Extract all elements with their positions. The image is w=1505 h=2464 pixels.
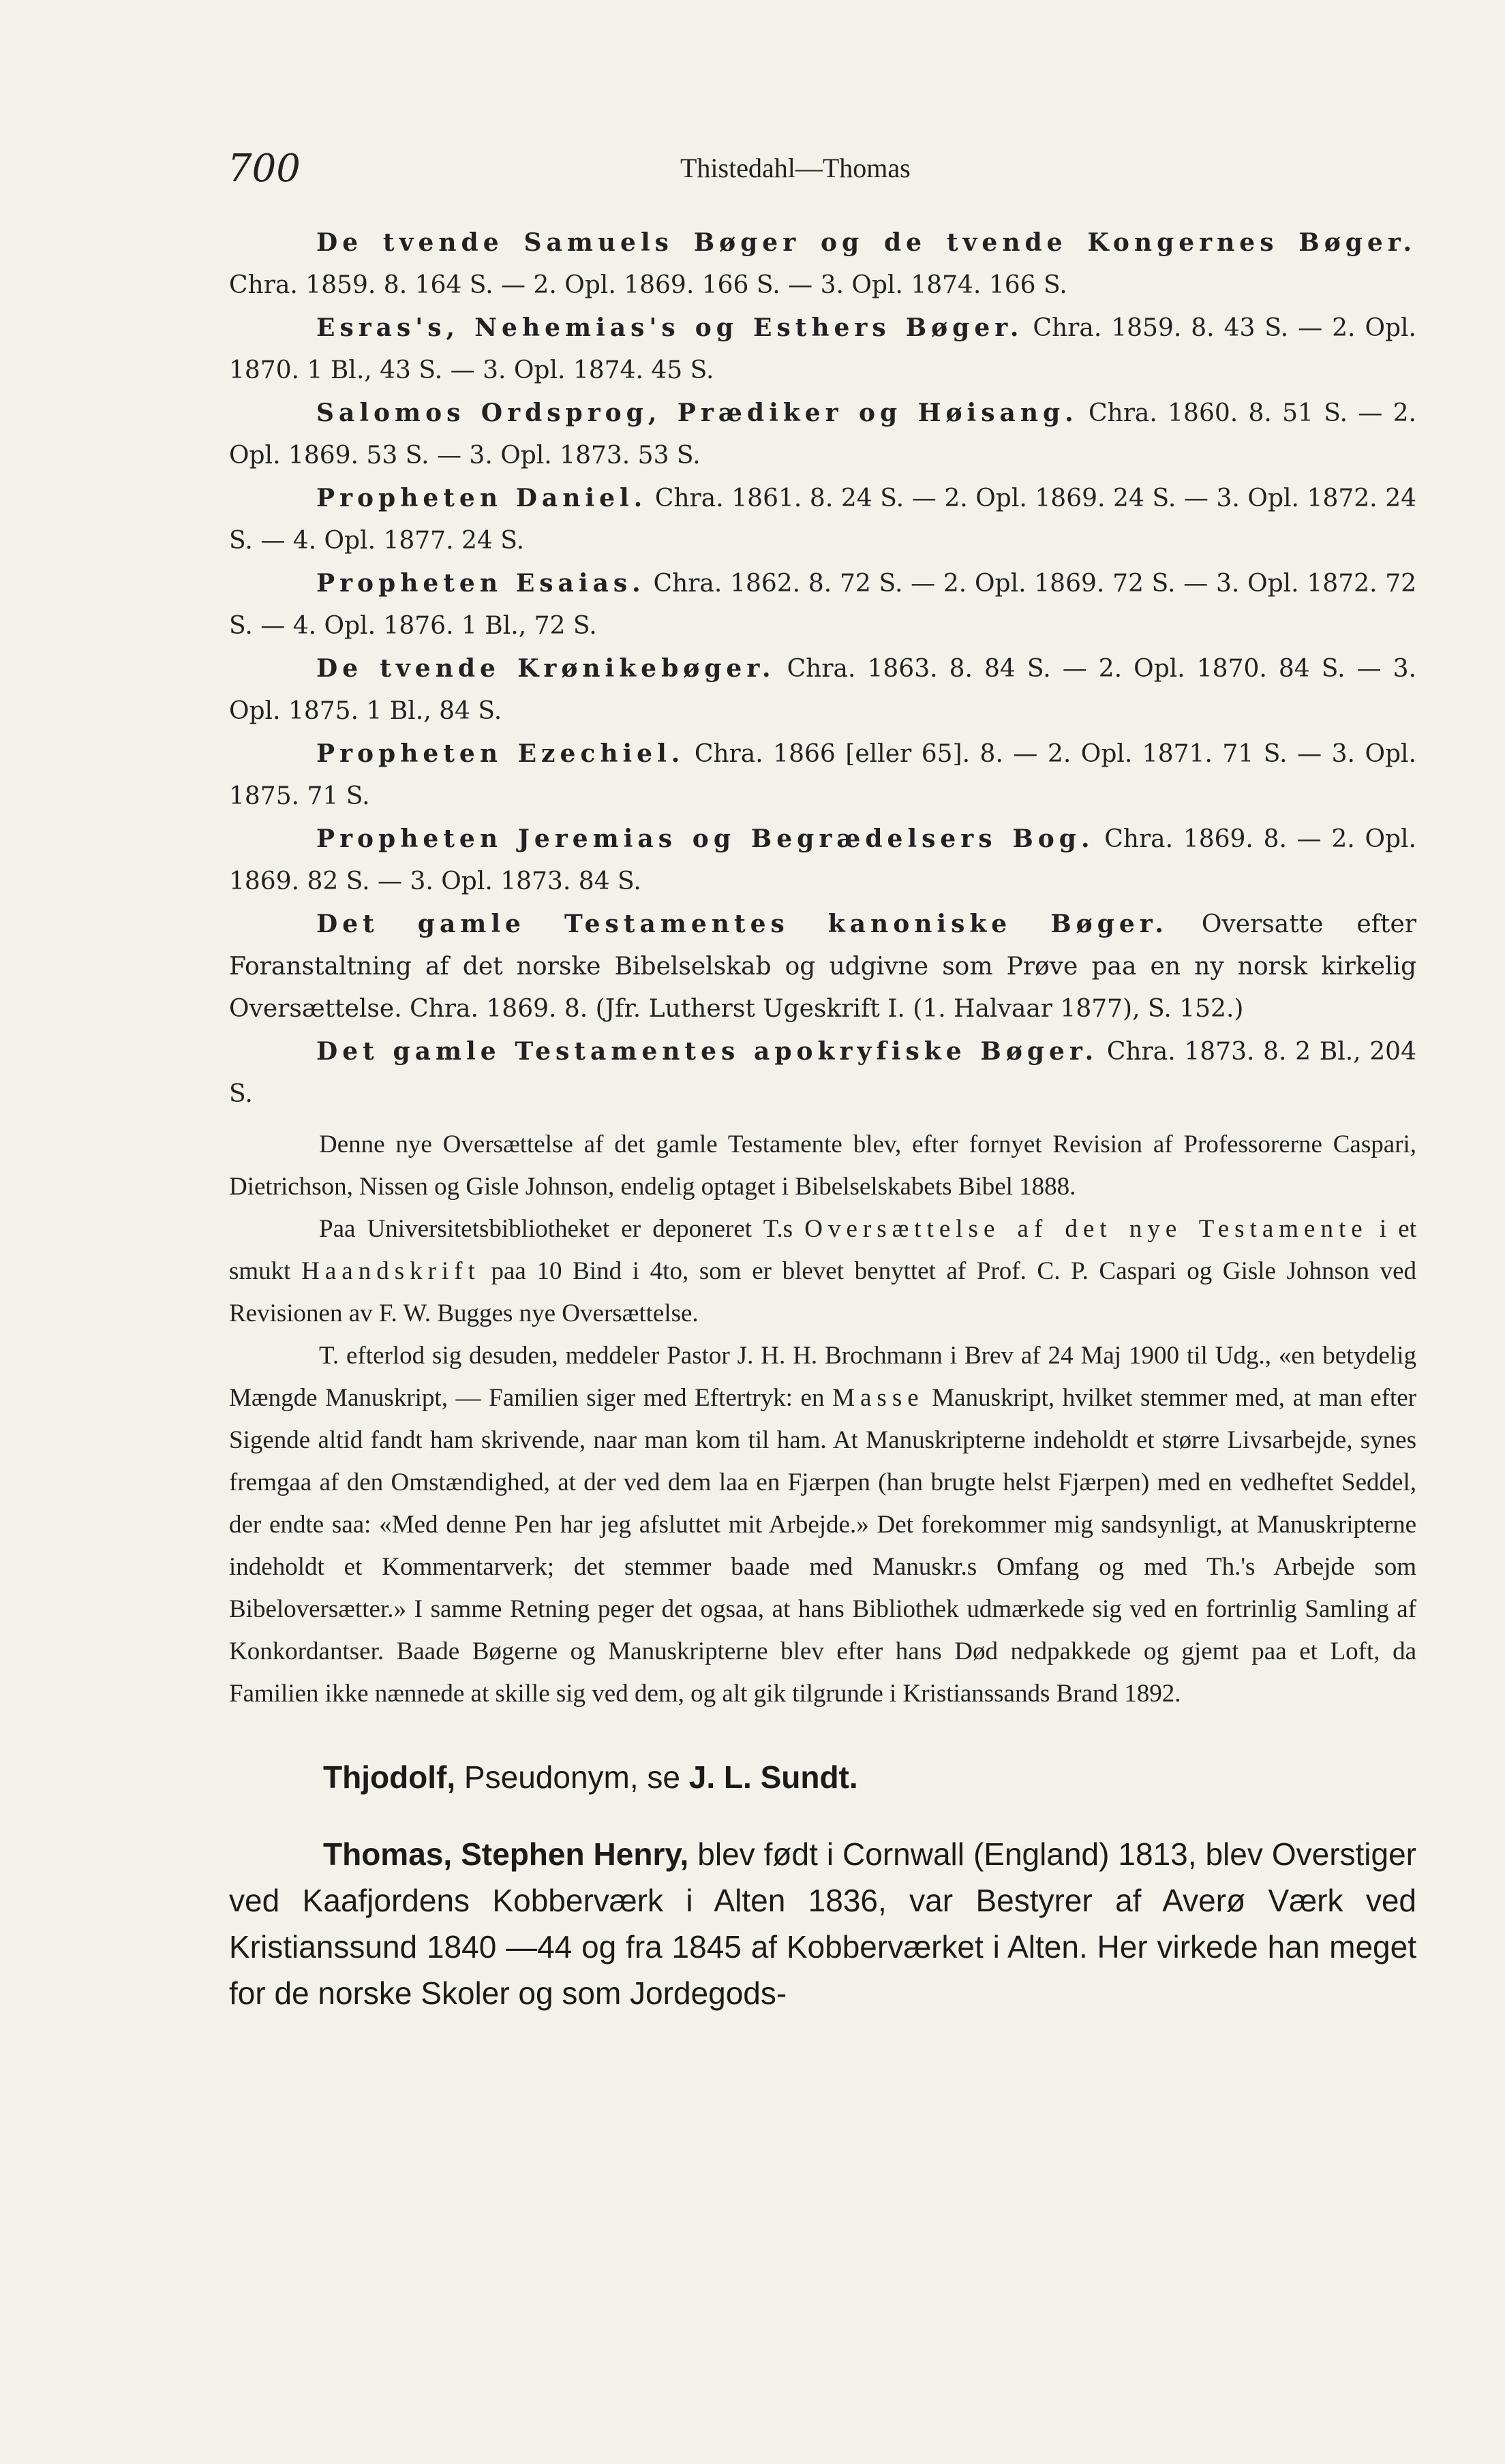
bib-entry (229, 221, 1416, 307)
entry-headword: Thjodolf, (323, 1759, 456, 1795)
bib-details: Chra. 1862. 8. 72 S. — 2. Opl. 1869. 72 S. — 3. Opl. 1872. 72 S. — 4. Opl. 1876. 1 Bl., 72 S. (229, 570, 1417, 640)
bib-details: Chra. 1869. 8. — 2. Opl. 1869. 82 S. — 3. Opl. 1873. 84 S. (229, 825, 1416, 895)
bib-entry (229, 903, 1416, 1030)
paragraph (229, 1335, 1416, 1715)
bib-entry (229, 392, 1416, 477)
bib-entry (229, 477, 1416, 562)
paragraph (229, 1208, 1416, 1335)
bib-entry (229, 1030, 1416, 1115)
bib-details: Chra. 1861. 8. 24 S. — 2. Opl. 1869. 24 S. — 3. Opl. 1872. 24 S. — 4. Opl. 1877. 24 S. (229, 484, 1417, 555)
spaced-text: Masse (832, 1384, 924, 1412)
bib-details: Oversatte efter Foranstaltning af det norske Bibelselskab og udgivne som Prøve paa en ny norsk kirkelig Oversættelse. Chra. 1869. 8. (Jfr. Lutherst Ugeskrift I. (1. Halvaar 1877), S. 152.) (229, 910, 1416, 1023)
bib-title: Esras's, Nehemias's og Esthers Bøger. (316, 313, 1024, 342)
bib-details: Chra. 1866 [eller 65]. 8. — 2. Opl. 1871. 71 S. — 3. Opl. 1875. 71 S. (229, 740, 1416, 810)
entry-headword: Thomas, Stephen Henry, (323, 1836, 689, 1872)
bib-details: Chra. 1860. 8. 51 S. — 2. Opl. 1869. 53 S. — 3. Opl. 1873. 53 S. (229, 399, 1416, 469)
bib-title: Propheten Esaias. (316, 569, 645, 598)
bib-title: Det gamle Testamentes kanoniske Bøger. (316, 910, 1168, 938)
bib-title: De tvende Samuels Bøger og de tvende Kongernes Bøger. (316, 228, 1416, 257)
bib-entry (229, 307, 1416, 392)
bib-title: Salomos Ordsprog, Prædiker og Høisang. (316, 399, 1078, 427)
bibliography-list (229, 221, 1416, 1115)
bib-details: Chra. 1859. 8. 43 S. — 2. Opl. 1870. 1 Bl., 43 S. — 3. Opl. 1874. 45 S. (229, 314, 1416, 384)
page-number: 700 (228, 147, 301, 191)
bib-entry (229, 818, 1416, 903)
bib-title: Det gamle Testamentes apokryfiske Bøger. (316, 1037, 1099, 1066)
page-header (229, 147, 1416, 221)
spaced-text: Haandskrift (301, 1257, 481, 1285)
entry-text: Pseudonym, se (455, 1759, 689, 1795)
bib-details: Chra. 1873. 8. 2 Bl., 204 S. (229, 1038, 1416, 1108)
entry-thjodolf (229, 1759, 1416, 1796)
paragraph: Denne nye Oversættelse af det gamle Testamente blev, efter fornyet Revision af Professorerne Caspari, Dietrichson, Nissen og Gisle Johnson, endelig optaget i Bibelselskabets Bibel 1888. (229, 1130, 1416, 1201)
entry-text: blev født i Cornwall (England) 1813, blev Overstiger ved Kaafjordens Kobberværk i Alten 1836, var Bestyrer af Averø Værk ved Kristianssund 1840 —44 og fra 1845 af Kobberværket i Alten. Her virkede han meget for de norske Skoler og som Jordegods- (229, 1836, 1417, 2011)
text-run: Paa Universitetsbibliotheket er deponeret T.s (319, 1215, 805, 1243)
cross-reference: J. L. Sundt. (688, 1759, 858, 1795)
text-run: i et smukt (229, 1215, 1416, 1285)
entry-thomas (229, 1831, 1416, 2016)
bib-entry (229, 647, 1416, 733)
text-run: Manuskript, hvilket stemmer med, at man efter Sigende altid fandt ham skrivende, naar man kom til ham. At Manuskripterne indeholdt et større Livsarbejde, synes fremgaa af den Omstændighed, at der ved dem laa en Fjærpen (han brugte helst Fjærpen) med en vedheftet Seddel, der endte saa: «Med denne Pen har jeg afsluttet mit Arbejde.» Det forekommer mig sandsynligt, at Manuskripterne indeholdt et Kommentarverk; det stemmer baade med Manuskr.s Omfang og med Th.'s Arbejde som Bibeloversætter.» I samme Retning peger det ogsaa, at hans Bibliothek udmærkede sig ved en fortrinlig Samling af Konkordantser. Baade Bøgerne og Manuskripterne blev efter hans Død nedpakkede og gjemt paa et Loft, da Familien ikke nænnede at skille sig ved dem, og alt gik tilgrunde i Kristianssands Brand 1892. (229, 1384, 1416, 1708)
bib-details: Chra. 1859. 8. 164 S. — 2. Opl. 1869. 166 S. — 3. Opl. 1874. 166 S. (229, 271, 1067, 299)
text-run: T. efterlod sig desuden, meddeler Pastor J. H. H. Brochmann i Brev af 24 Maj 1900 til Udg., «en betydelig Mængde Manuskript, — Familien siger med Eftertryk: en (229, 1342, 1416, 1412)
spaced-text: Oversættelse af det nye Testamente (804, 1215, 1368, 1243)
bib-details: Chra. 1863. 8. 84 S. — 2. Opl. 1870. 84 S. — 3. Opl. 1875. 1 Bl., 84 S. (229, 655, 1416, 725)
bib-title: Propheten Ezechiel. (316, 739, 685, 768)
body-text (229, 1124, 1416, 1715)
bib-title: De tvende Krønikebøger. (316, 654, 776, 683)
text-run: paa 10 Bind i 4to, som er blevet benyttet af Prof. C. P. Caspari og Gisle Johnson ved Revisionen av F. W. Bugges nye Oversættelse. (229, 1257, 1416, 1327)
bib-entry (229, 733, 1416, 818)
bib-title: Propheten Jeremias og Begrædelsers Bog. (316, 825, 1095, 853)
bib-title: Propheten Daniel. (316, 484, 648, 512)
running-head: Thistedahl—Thomas (680, 153, 911, 183)
bib-entry (229, 562, 1416, 647)
